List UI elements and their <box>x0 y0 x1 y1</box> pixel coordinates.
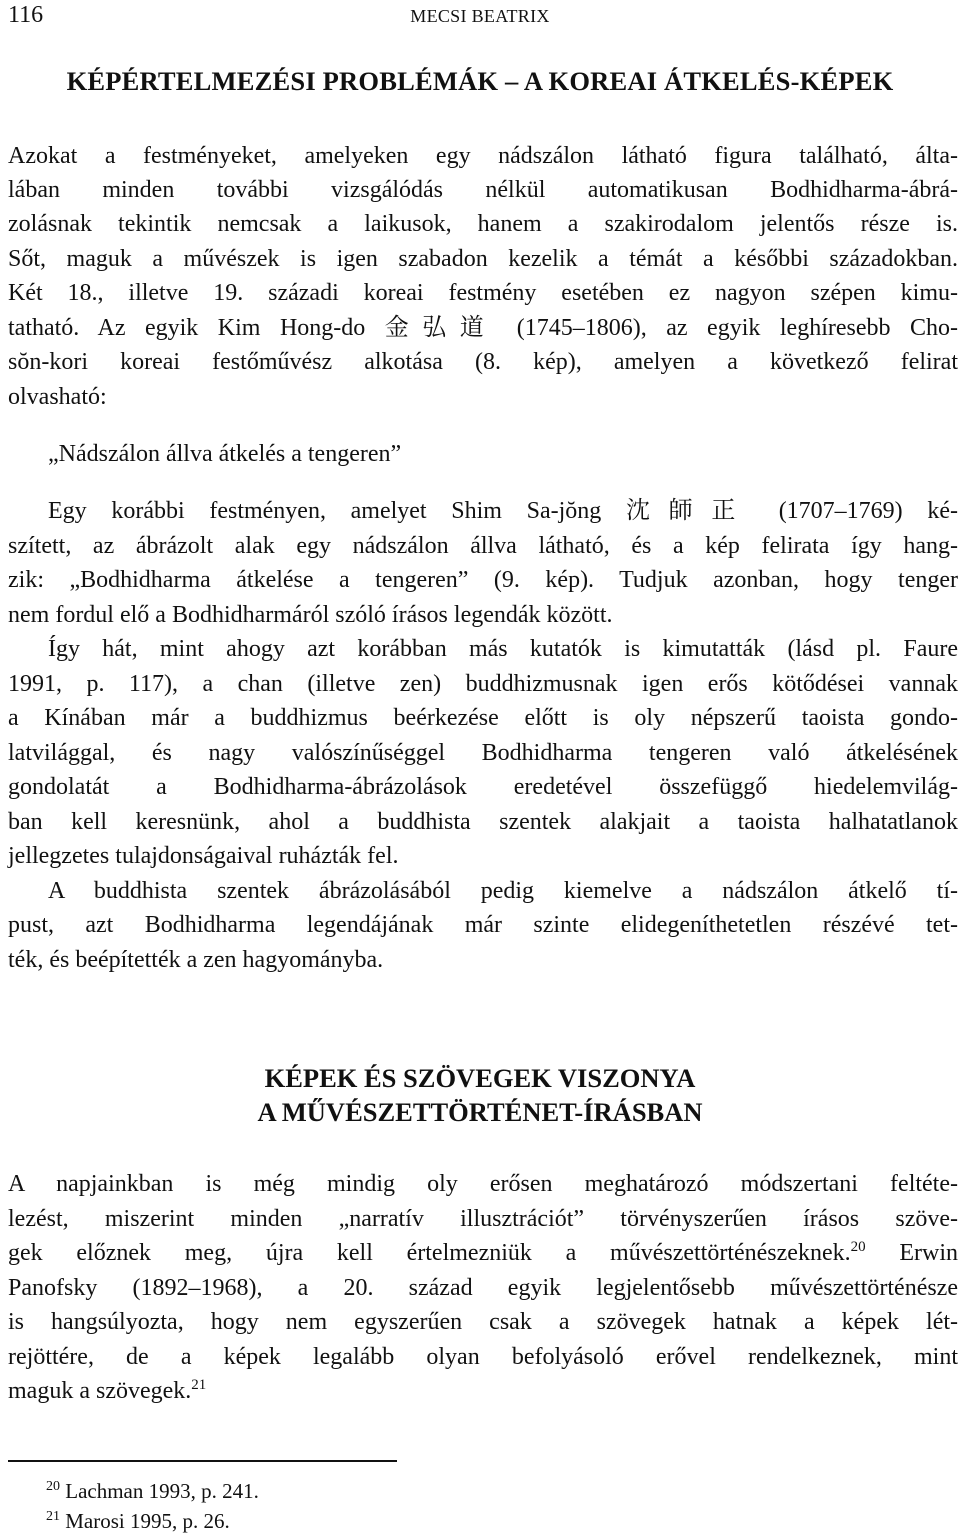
text-line: nem fordul elő a Bodhidharmáról szóló írásos legendák között. <box>8 602 613 628</box>
footnote-21 <box>46 1508 230 1534</box>
text-fragment: gek előznek meg, újra kell értelmezniük a művészettörténészeknek. <box>8 1240 851 1266</box>
text-line: Sőt, maguk a művészek is igen szabadon kezelik a témát a későbbi századokban. <box>8 246 958 272</box>
text-line: Panofsky (1892–1968), a 20. század egyik legjelentősebb művészettörténésze <box>8 1275 958 1301</box>
text-line: tatható. Az egyik Kim Hong-do 金弘道 (1745–1806), az egyik leghíresebb Cho- <box>8 315 958 341</box>
text-line: ban kell keresnünk, ahol a buddhista szentek alakjait a taoista halhatatlanok <box>8 809 958 835</box>
text-line <box>8 1238 958 1268</box>
footnote-ref-20[interactable]: 20 <box>850 1239 866 1255</box>
text-line: zik: „Bodhidharma átkelése a tengeren” (9. kép). Tudjuk azonban, hogy tenger <box>8 567 958 593</box>
text-line: Azokat a festményeket, amelyeken egy nádszálon látható figura található, álta- <box>8 143 958 169</box>
text-line: A buddhista szentek ábrázolásából pedig kiemelve a nádszálon átkelő tí- <box>48 878 958 904</box>
footnote-20 <box>46 1478 259 1504</box>
text-line: 1991, p. 117), a chan (illetve zen) buddhizmusnak igen erős kötődései vannak <box>8 671 958 697</box>
text-line: Két 18., illetve 19. századi koreai festmény esetében ez nagyon szépen kimu- <box>8 280 958 306</box>
text-line: ték, és beépítették a zen hagyományba. <box>8 947 384 973</box>
footnote-number: 20 <box>46 1479 60 1494</box>
footnote-number: 21 <box>46 1509 60 1524</box>
running-head: MECSI BEATRIX <box>410 6 550 26</box>
inscription-quote: „Nádszálon állva átkelés a tengeren” <box>48 441 402 467</box>
text-line: latvilággal, és nagy valószínűséggel Bodhidharma tengeren való átkelésének <box>8 740 958 766</box>
text-fragment: maguk a szövegek. <box>8 1378 192 1404</box>
text-line: szített, az ábrázolt alak egy nádszálon állva látható, és a kép felirata így hang- <box>8 533 958 559</box>
text-line: is hangsúlyozta, hogy nem egyszerűen csak a szövegek hatnak a képek lét- <box>8 1309 958 1335</box>
section-heading-line-1: KÉPEK ÉS SZÖVEGEK VISZONYA <box>264 1063 696 1093</box>
footnote-ref-21[interactable]: 21 <box>191 1377 207 1393</box>
text-line: pust, azt Bodhidharma legendájának már szinte elidegeníthetetlen részévé tet- <box>8 912 958 938</box>
text-line: rejöttére, de a képek legalább olyan befolyásoló erővel rendelkeznek, mint <box>8 1344 958 1370</box>
text-line: sŏn-kori koreai festőművész alkotása (8. kép), amelyen a következő felirat <box>8 349 958 375</box>
footnote-separator <box>8 1460 397 1462</box>
text-fragment: Erwin <box>899 1240 959 1266</box>
text-line: zolásnak tekintik nemcsak a laikusok, hanem a szakirodalom jelentős része is. <box>8 211 958 237</box>
text-line: Egy korábbi festményen, amelyet Shim Sa-jŏng 沈師正 (1707–1769) ké- <box>48 498 958 524</box>
text-line: lában minden további vizsgálódás nélkül automatikusan Bodhidharma-ábrá- <box>8 177 958 203</box>
text-line: lezést, miszerint minden „narratív illusztrációt” törvényszerűen írásos szöve- <box>8 1206 958 1232</box>
footnote-text: Marosi 1995, p. 26. <box>65 1509 230 1533</box>
text-line: A napjainkban is még mindig oly erősen meghatározó módszertani feltéte- <box>8 1171 958 1197</box>
text-line: gondolatát a Bodhidharma-ábrázolások eredetével összefüggő hiedelemvilág- <box>8 774 958 800</box>
text-line: olvasható: <box>8 384 107 410</box>
section-heading-line-2: A MŰVÉSZETTÖRTÉNET-ÍRÁSBAN <box>257 1097 703 1127</box>
text-line: a Kínában már a buddhizmus beérkezése előtt is oly népszerű taoista gondo- <box>8 705 958 731</box>
footnote-text: Lachman 1993, p. 241. <box>65 1479 259 1503</box>
text-line: jellegzetes tulajdonságaival ruházták fel. <box>8 843 399 869</box>
text-line <box>8 1376 958 1406</box>
chapter-title: KÉPÉRTELMEZÉSI PROBLÉMÁK – A KOREAI ÁTKELÉS-KÉPEK <box>66 66 894 96</box>
text-line: Így hát, mint ahogy azt korábban más kutatók is kimutatták (lásd pl. Faure <box>48 636 958 662</box>
page-number: 116 <box>8 2 44 28</box>
page-header <box>0 0 960 34</box>
